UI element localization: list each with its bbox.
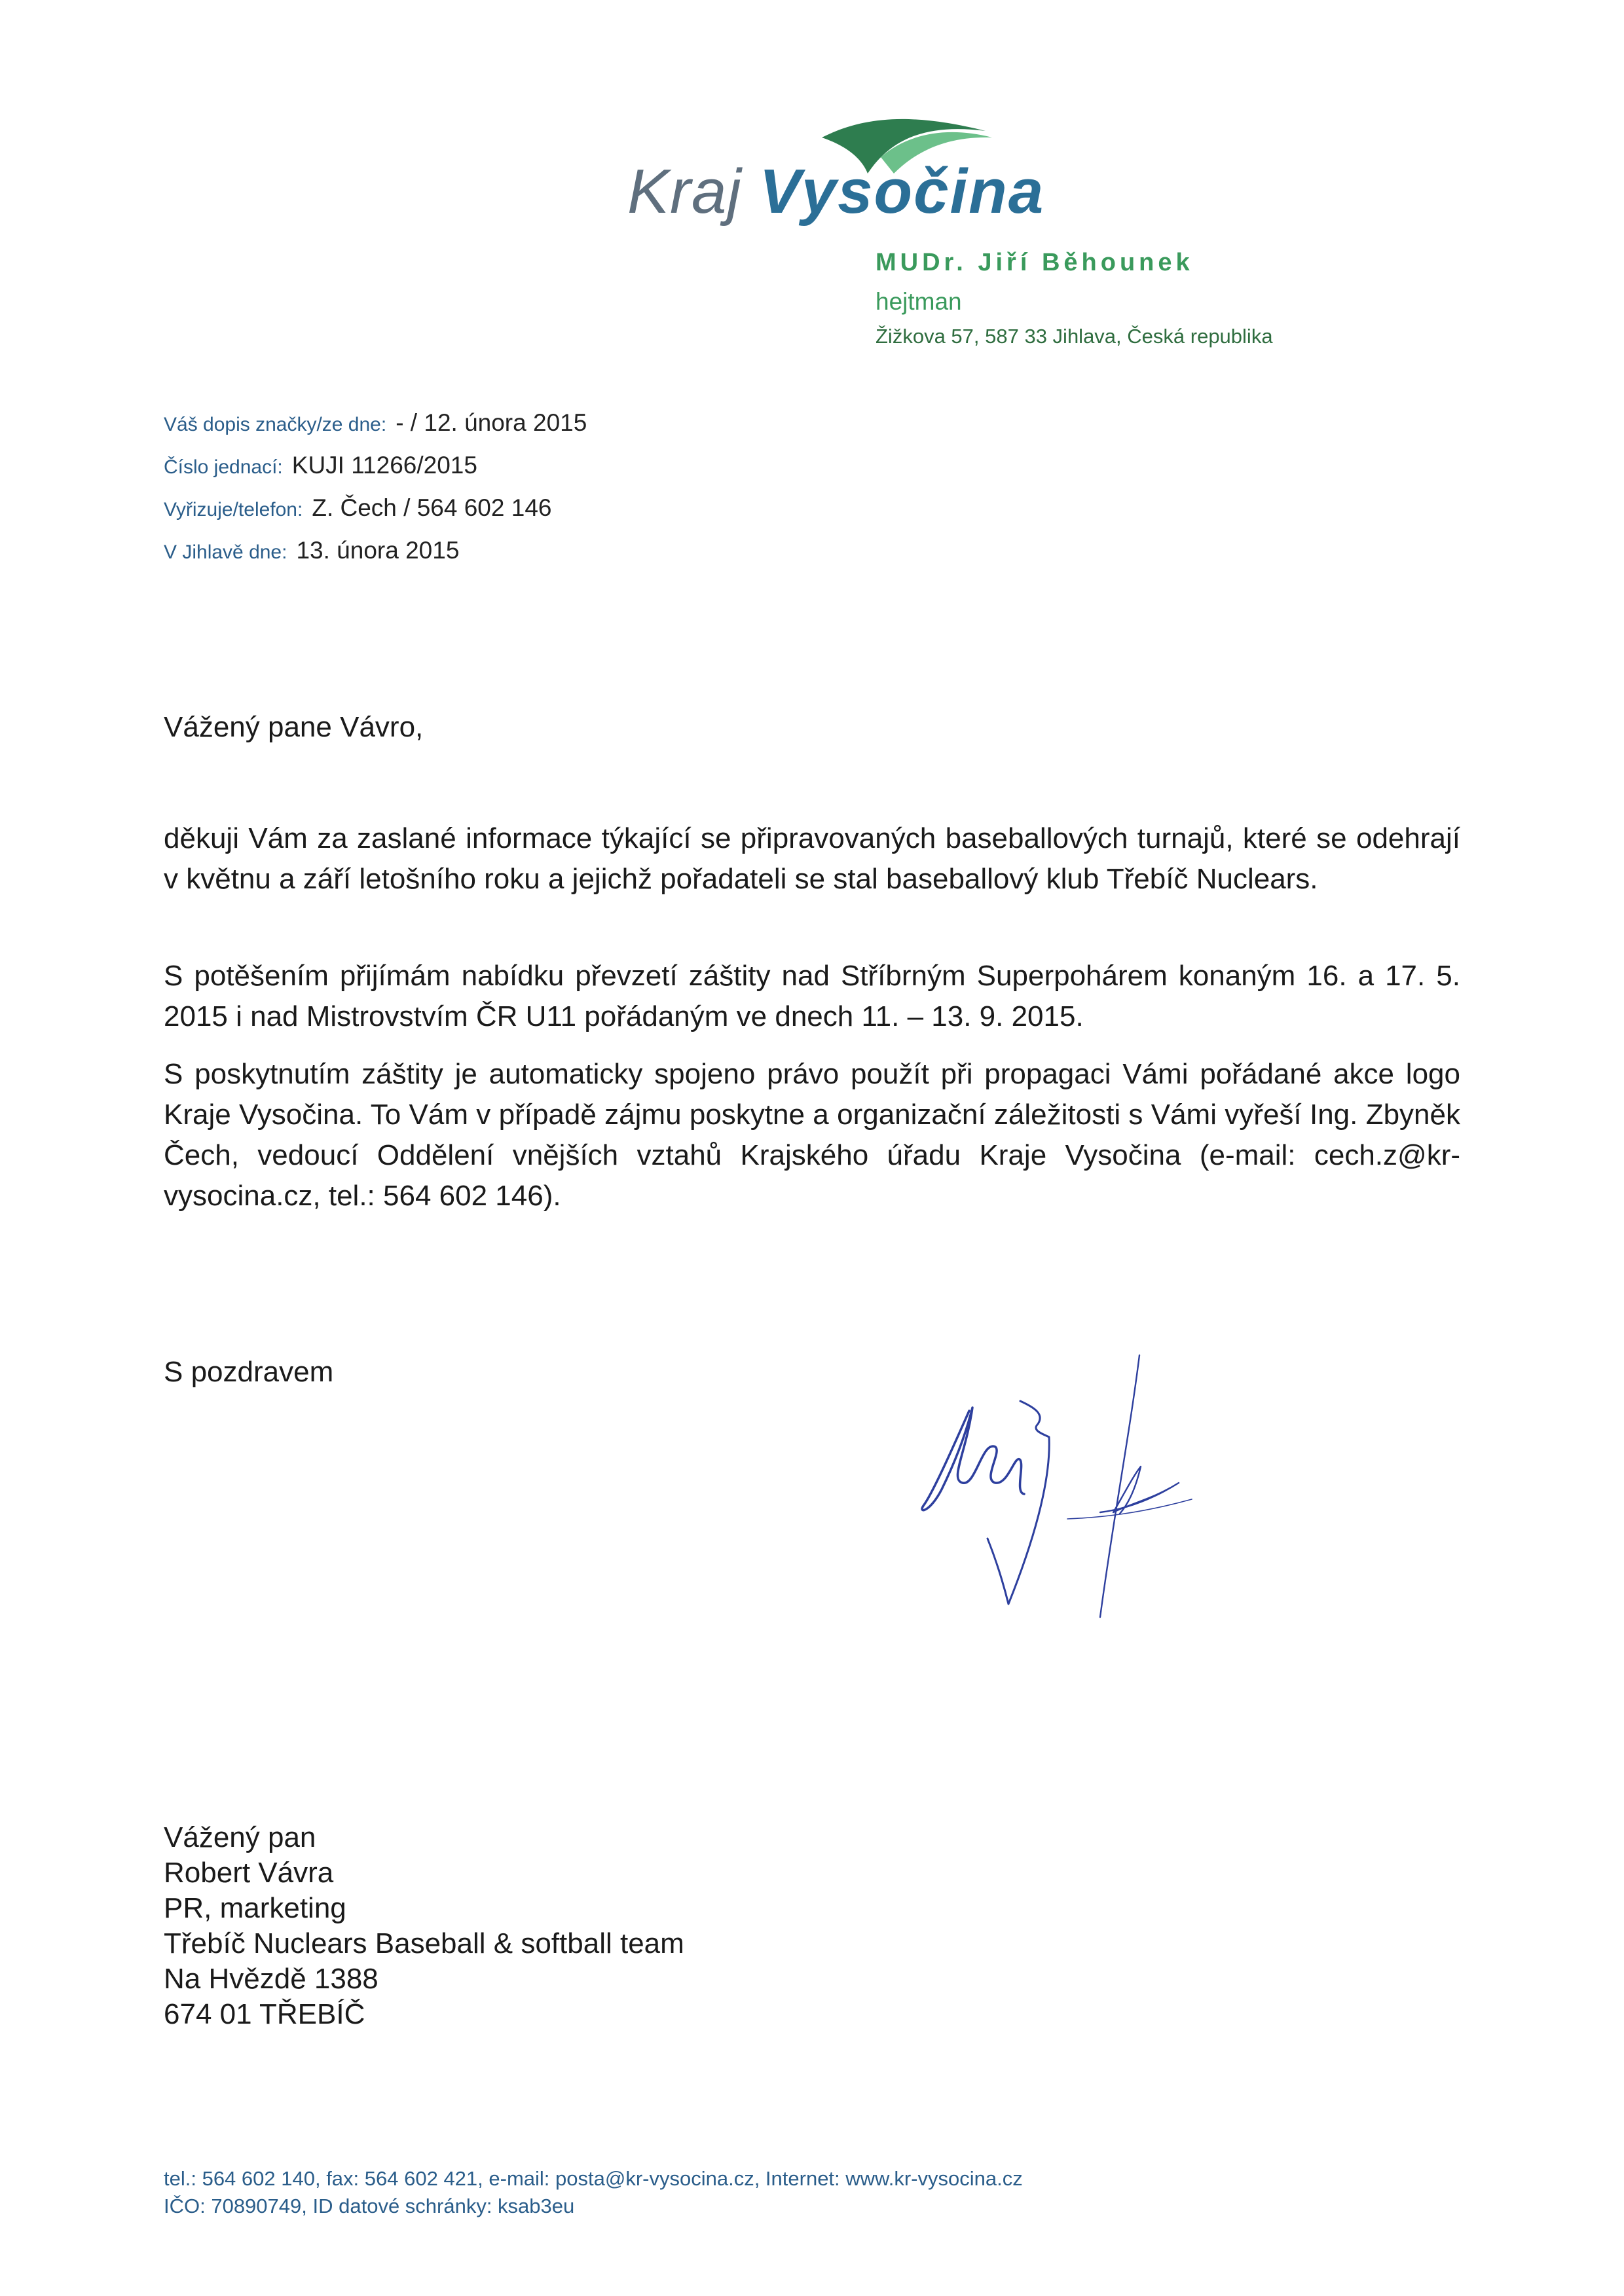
sender-name: MUDr. Jiří Běhounek bbox=[876, 249, 1194, 276]
addressee-line: Robert Vávra bbox=[164, 1857, 334, 1889]
logo-word-kraj: Kraj bbox=[627, 156, 742, 227]
reference-row-reference-number bbox=[164, 452, 477, 479]
letter-paragraph-thanks: děkuji Vám za zaslané informace týkající se připravovaných baseballových turnajů, které se odehrají v květnu a září letošního roku a jejichž pořadateli se stal baseballový klub Třebíč Nuclears. bbox=[164, 822, 1460, 895]
letter-closing: S pozdravem bbox=[164, 1356, 334, 1388]
reference-label: Váš dopis značky/ze dne: bbox=[164, 414, 387, 435]
logo-wordmark bbox=[627, 156, 1045, 227]
letter-paragraph-acceptance: S potěšením přijímám nabídku převzetí záštity nad Stříbrným Superpohárem konaným 16. a 17. 5. 2015 i nad Mistrovstvím ČR U11 pořádaným ve dnech 11. – 13. 9. 2015. bbox=[164, 960, 1460, 1032]
addressee-line: PR, marketing bbox=[164, 1892, 346, 1924]
sender-role: hejtman bbox=[876, 288, 962, 315]
footer-ids: IČO: 70890749, ID datové schránky: ksab3eu bbox=[164, 2195, 575, 2217]
reference-row-contact bbox=[164, 494, 551, 522]
reference-value: 13. února 2015 bbox=[296, 537, 460, 564]
logo-word-vysocina: Vysočina bbox=[759, 156, 1045, 227]
sender-address: Žižkova 57, 587 33 Jihlava, Česká republika bbox=[876, 325, 1273, 348]
reference-row-date bbox=[164, 537, 459, 564]
reference-label: Vyřizuje/telefon: bbox=[164, 499, 303, 520]
reference-label: Číslo jednací: bbox=[164, 456, 283, 478]
addressee-line: Třebíč Nuclears Baseball & softball team bbox=[164, 1927, 684, 1959]
reference-value: KUJI 11266/2015 bbox=[291, 452, 477, 479]
addressee-line: 674 01 TŘEBÍČ bbox=[164, 1998, 365, 2030]
letter-paragraph-contact: S poskytnutím záštity je automaticky spojeno právo použít při propagaci Vámi pořádané akce logo Kraje Vysočina. To Vám v případě zájmu poskytne a organizační záležitosti s Vámi vyřeší Ing. Zbyněk Čech, vedoucí Oddělení vnějších vztahů Krajského úřadu Kraje Vysočina (e-mail: cech.z@kr-vysocina.cz, tel.: 564 602 146). bbox=[164, 1058, 1460, 1212]
reference-value: Z. Čech / 564 602 146 bbox=[312, 494, 552, 521]
reference-row-your-letter bbox=[164, 409, 587, 437]
addressee-line: Na Hvězdě 1388 bbox=[164, 1963, 378, 1995]
handwritten-signature bbox=[904, 1342, 1270, 1656]
addressee-line: Vážený pan bbox=[164, 1821, 316, 1853]
reference-label: V Jihlavě dne: bbox=[164, 541, 287, 563]
addressee-block bbox=[164, 1820, 684, 2032]
letter-greeting: Vážený pane Vávro, bbox=[164, 711, 424, 743]
reference-value: - / 12. února 2015 bbox=[396, 409, 587, 436]
footer-contacts: tel.: 564 602 140, fax: 564 602 421, e-mail: posta@kr-vysocina.cz, Internet: www.kr-vysocina.cz bbox=[164, 2167, 1023, 2190]
